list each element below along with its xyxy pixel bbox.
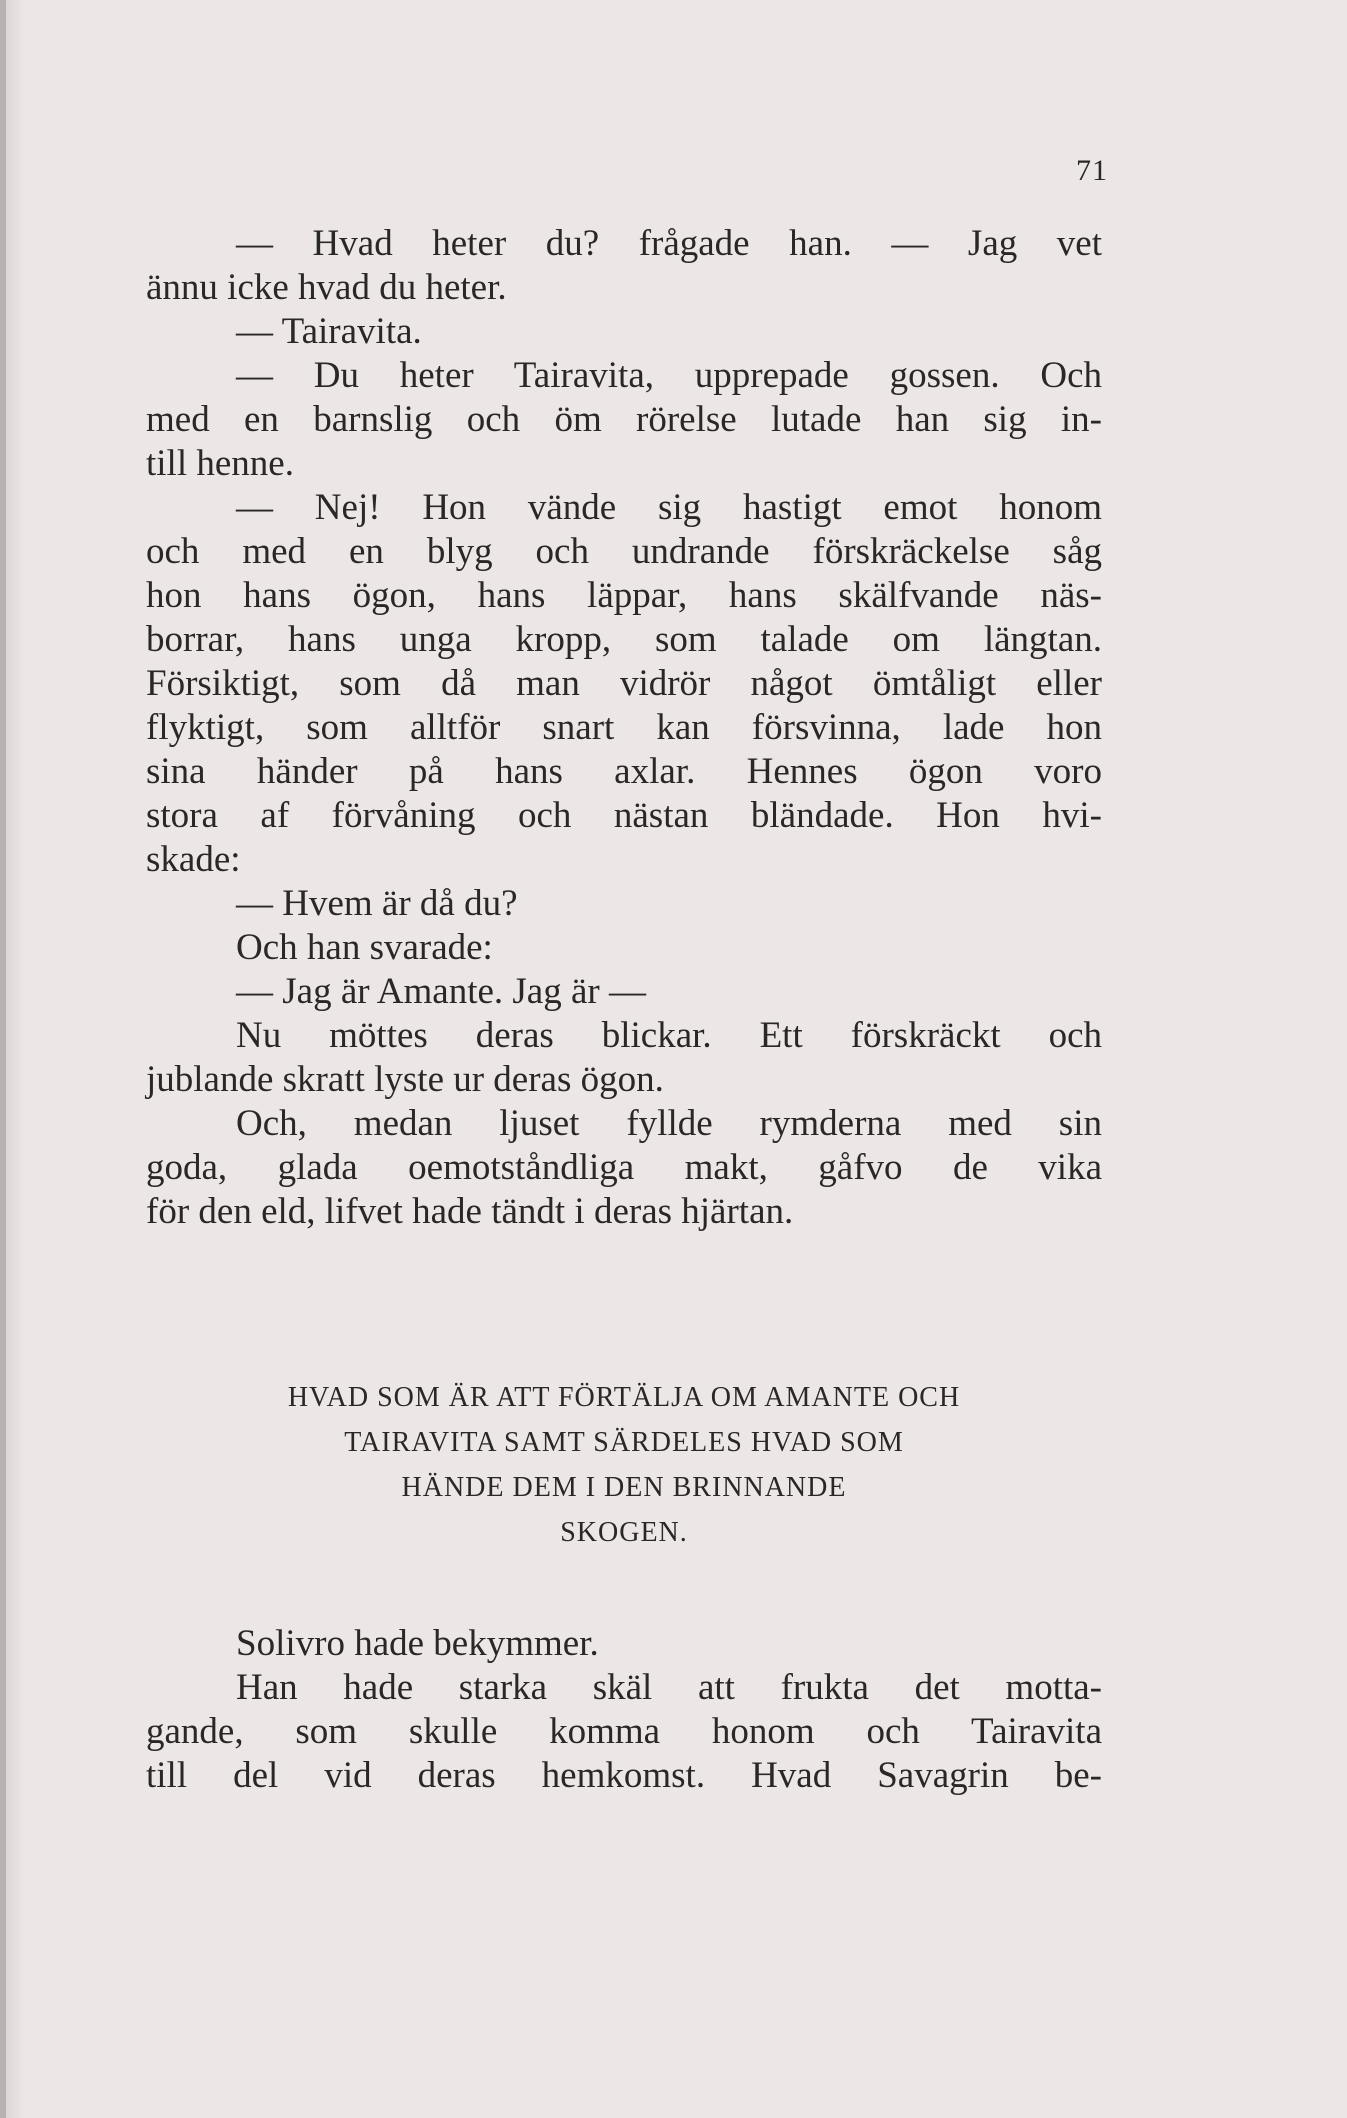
text-line: och med en blyg och undrande förskräckelse såg bbox=[146, 531, 1102, 572]
text-line: Han hade starka skäl att frukta det motta- bbox=[236, 1667, 1102, 1708]
text-line: sina händer på hans axlar. Hennes ögon voro bbox=[146, 751, 1102, 792]
text-line: för den eld, lifvet hade tändt i deras hjärtan. bbox=[146, 1191, 794, 1232]
text-line: — Jag är Amante. Jag är — bbox=[236, 971, 646, 1012]
page-number: 71 bbox=[1076, 154, 1108, 187]
body-text-section-1 bbox=[146, 222, 1102, 1234]
page-spine-edge bbox=[0, 0, 6, 2118]
text-line: Nu möttes deras blickar. Ett förskräckt och bbox=[236, 1015, 1102, 1056]
text-line: — Nej! Hon vände sig hastigt emot honom bbox=[236, 487, 1102, 528]
text-line: flyktigt, som alltför snart kan försvinna, lade hon bbox=[146, 707, 1102, 748]
chapter-heading bbox=[146, 1375, 1102, 1555]
text-line: Och han svarade: bbox=[236, 927, 493, 968]
text-line: Solivro hade bekymmer. bbox=[236, 1623, 599, 1664]
text-line: skade: bbox=[146, 839, 241, 880]
chapter-heading-line: HVAD SOM ÄR ATT FÖRTÄLJA OM AMANTE OCH bbox=[287, 1382, 961, 1413]
text-line: med en barnslig och öm rörelse lutade han sig in- bbox=[146, 399, 1102, 440]
chapter-heading-line: TAIRAVITA SAMT SÄRDELES HVAD SOM bbox=[344, 1427, 904, 1458]
text-line: ännu icke hvad du heter. bbox=[146, 267, 507, 308]
text-line: goda, glada oemotståndliga makt, gåfvo de vika bbox=[146, 1147, 1102, 1188]
text-line: hon hans ögon, hans läppar, hans skälfvande näs- bbox=[146, 575, 1102, 616]
text-line: till henne. bbox=[146, 443, 294, 484]
chapter-heading-line: HÄNDE DEM I DEN BRINNANDE bbox=[401, 1472, 847, 1503]
body-text-section-2 bbox=[146, 1622, 1102, 1798]
text-line: jublande skratt lyste ur deras ögon. bbox=[146, 1059, 664, 1100]
text-line: — Tairavita. bbox=[236, 311, 422, 352]
text-line: — Hvad heter du? frågade han. — Jag vet bbox=[236, 223, 1102, 264]
text-line: till del vid deras hemkomst. Hvad Savagrin be- bbox=[146, 1755, 1102, 1796]
text-line: Försiktigt, som då man vidrör något ömtåligt eller bbox=[146, 663, 1102, 704]
text-line: — Du heter Tairavita, upprepade gossen. Och bbox=[236, 355, 1102, 396]
text-line: Och, medan ljuset fyllde rymderna med sin bbox=[236, 1103, 1102, 1144]
text-line: borrar, hans unga kropp, som talade om längtan. bbox=[146, 619, 1102, 660]
text-line: — Hvem är då du? bbox=[236, 883, 518, 924]
text-line: gande, som skulle komma honom och Tairavita bbox=[146, 1711, 1102, 1752]
chapter-heading-line: SKOGEN. bbox=[560, 1517, 688, 1548]
text-line: stora af förvåning och nästan bländade. Hon hvi- bbox=[146, 795, 1102, 836]
